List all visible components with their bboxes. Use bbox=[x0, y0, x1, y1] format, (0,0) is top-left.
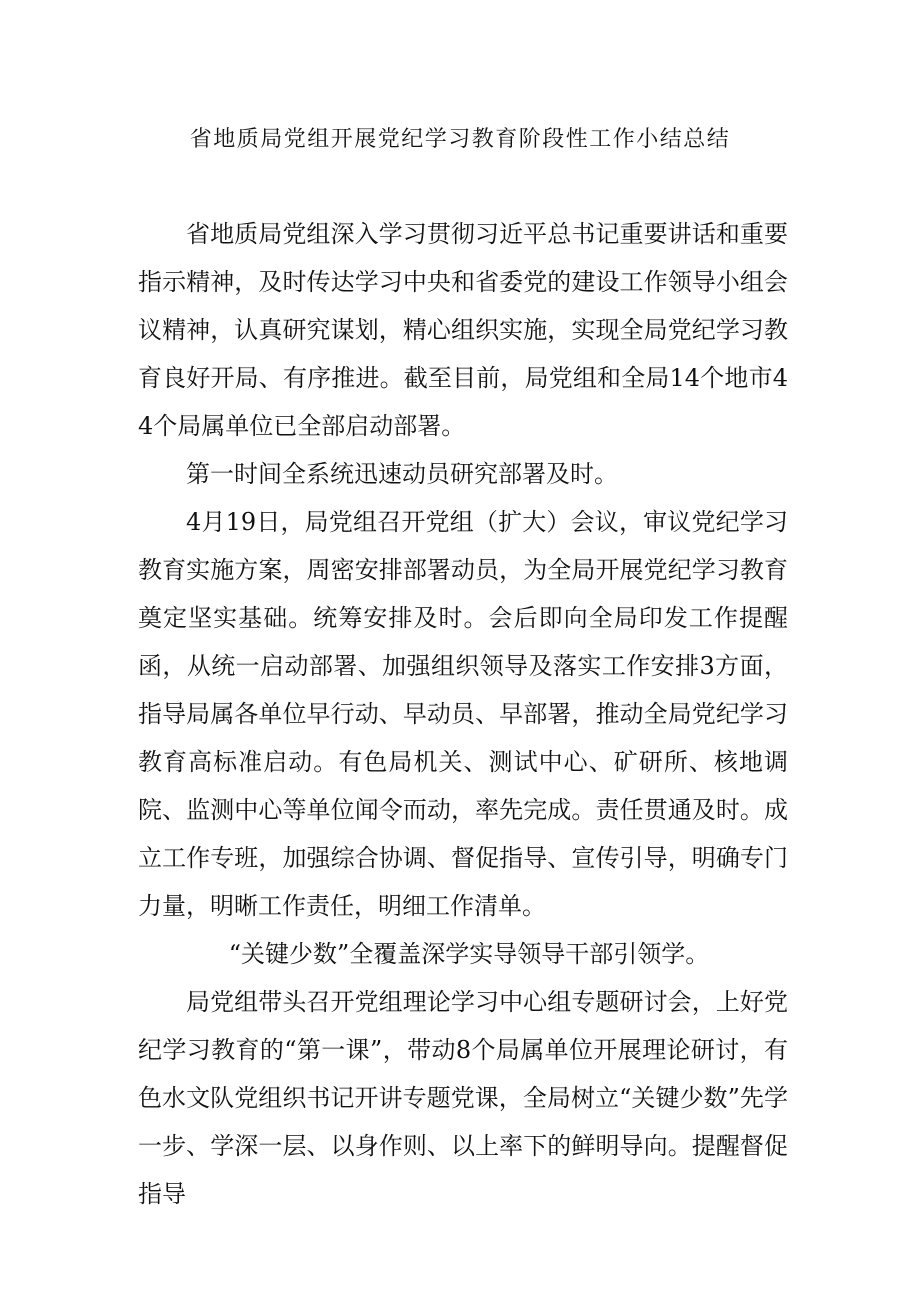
paragraph-intro: 省地质局党组深入学习贯彻习近平总书记重要讲话和重要指示精神，及时传达学习中央和省委党的建设工作领导小组会议精神，认真研究谋划，精心组织实施，实现全局党纪学习教育良好开局、有序推进。截至目前，局党组和全局14个地市44个局属单位已全部启动部署。 bbox=[138, 220, 788, 440]
paragraph-section-1-body: 4月19日，局党组召开党组（扩大）会议，审议党纪学习教育实施方案，周密安排部署动员，为全局开展党纪学习教育奠定坚实基础。统筹安排及时。会后即向全局印发工作提醒函，从统一启动部署、加强组织领导及落实工作安排3方面，指导局属各单位早行动、早动员、早部署，推动全局党纪学习教育高标准启动。有色局机关、测试中心、矿研所、核地调院、监测中心等单位闻令而动，率先完成。责任贯通及时。成立工作专班，加强综合协调、督促指导、宣传引导，明确专门力量，明晰工作责任，明细工作清单。 bbox=[138, 508, 788, 920]
paragraph-section-heading-2: “关键少数”全覆盖深学实导领导干部引领学。 bbox=[228, 940, 710, 968]
document-title: 省地质局党组开展党纪学习教育阶段性工作小结总结 bbox=[189, 127, 731, 152]
document-body bbox=[138, 210, 788, 1218]
paragraph-section-heading-1: 第一时间全系统迅速动员研究部署及时。 bbox=[186, 460, 618, 488]
paragraph-section-2-body: 局党组带头召开党组理论学习中心组专题研讨会，上好党纪学习教育的“第一课”，带动8个局属单位开展理论研讨，有色水文队党组织书记开讲专题党课，全局树立“关键少数”先学一步、学深一层、以身作则、以上率下的鲜明导向。提醒督促指导 bbox=[138, 988, 788, 1208]
